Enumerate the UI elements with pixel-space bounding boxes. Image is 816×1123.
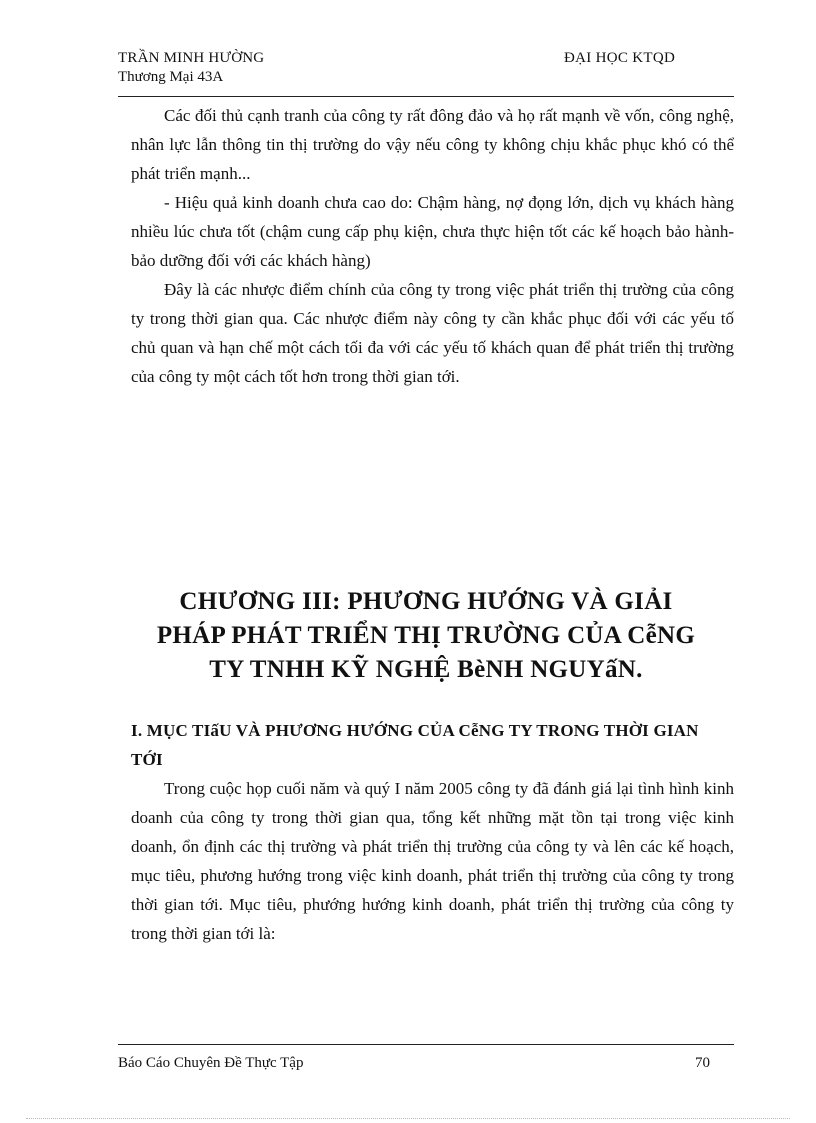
paragraph-efficiency: - Hiệu quả kinh doanh chưa cao do: Chậm hàng, nợ đọng lớn, dịch vụ khách hàng nhiều lúc chưa tốt (chậm cung cấp phụ kiện, chưa thực hiện tốt các kế hoạch bảo hành- bảo dưỡng đối với các khách hàng): [131, 193, 734, 270]
paragraph-competitors: Các đối thủ cạnh tranh của công ty rất đông đảo và họ rất mạnh về vốn, công nghệ, nhân lực lẫn thông tin thị trường do vậy nếu công ty không chịu khắc phục khó có thể phát triển mạnh...: [131, 106, 734, 183]
page-edge-dots: [26, 1118, 790, 1119]
body-text: [131, 101, 734, 391]
section-paragraph: Trong cuộc họp cuối năm và quý I năm 2005 công ty đã đánh giá lại tình hình kinh doanh của công ty trong thời gian qua, tổng kết những mặt tồn tại trong việc kinh doanh, ổn định các thị trường và phát triển thị trường của công ty và lên các kế hoạch, mục tiêu, phương hướng trong việc kinh doanh, phát triển thị trường của công ty trong thời gian tới. Mục tiêu, phướng hướng kinh doanh, phát triển thị trường của công ty trong thời gian tới là:: [131, 779, 734, 943]
footer-title: Báo Cáo Chuyên Đề Thực Tập: [118, 1055, 304, 1071]
chapter-title-line-2: PHÁP PHÁT TRIỂN THỊ TRƯỜNG CỦA CễNG: [156, 622, 696, 649]
header-class: Thương Mại 43A: [118, 69, 224, 85]
chapter-title: [118, 585, 734, 687]
section-heading: I. MỤC TIấU VÀ PHƯƠNG HƯỚNG CỦA CễNG TY TRONG THỜI GIAN TỚI: [131, 721, 699, 769]
chapter-title-line-1: CHƯƠNG III: PHƯƠNG HƯỚNG VÀ GIẢI: [179, 588, 673, 615]
header-university: ĐẠI HỌC KTQD: [564, 50, 676, 66]
page-footer: [118, 1044, 734, 1080]
header-author: TRẦN MINH HƯỜNG: [118, 50, 265, 66]
page-number: 70: [695, 1055, 710, 1071]
page-header: [118, 50, 734, 98]
header-divider: [118, 96, 734, 97]
footer-divider: [118, 1044, 734, 1045]
section-goals: [131, 716, 734, 948]
paragraph-weaknesses: Đây là các nhược điểm chính của công ty trong việc phát triển thị trường của công ty trong thời gian qua. Các nhược điểm này công ty cần khắc phục đối với các yếu tố chủ quan và hạn chế một cách tối đa với các yếu tố khách quan để phát triển thị trường của công ty một cách tốt hơn trong thời gian tới.: [131, 280, 734, 386]
chapter-title-line-3: TY TNHH KỸ NGHỆ BèNH NGUYấN.: [209, 656, 643, 683]
